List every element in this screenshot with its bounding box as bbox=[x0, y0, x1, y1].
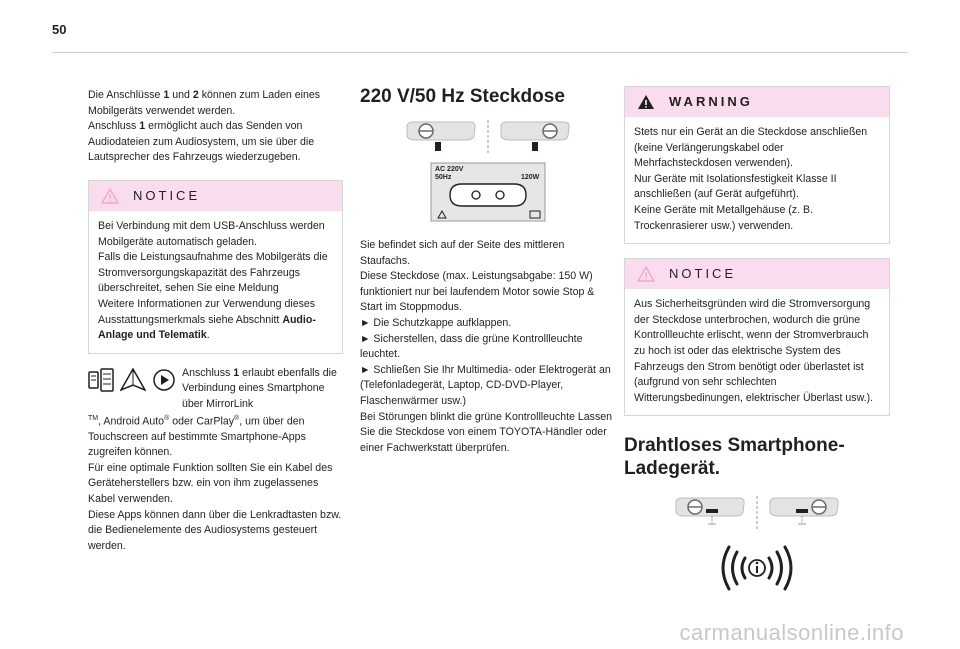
page-number: 50 bbox=[52, 22, 67, 37]
wireless-charging-illustration bbox=[624, 544, 890, 592]
header-rule bbox=[52, 52, 908, 53]
notice-header bbox=[89, 181, 342, 211]
step-check-light: ► Sicherstellen, dass die grüne Kontrollleuchte leuchtet. bbox=[360, 332, 583, 361]
socket-power-text: Diese Steckdose (max. Leistungsabgabe: 150 W) funktioniert nur bei laufendem Motor sowie Stop & Start im Stoppmodus. bbox=[360, 270, 595, 314]
notice-triangle-icon bbox=[637, 266, 655, 282]
socket-hz-label: 50Hz bbox=[434, 174, 451, 181]
right-hand-drive-icon bbox=[498, 120, 572, 154]
mirroring-text-cont: ™, Android Auto® oder CarPlay®, um über den Touchscreen auf bestimmte Smartphone-Apps zugreifen können. bbox=[88, 414, 306, 459]
notice-triangle-icon bbox=[101, 188, 119, 204]
socket-illustration bbox=[360, 162, 615, 222]
wireless-charger-title: Drahtloses Smartphone-Ladegerät. bbox=[624, 435, 845, 480]
column-middle bbox=[360, 84, 615, 456]
carplay-icon bbox=[152, 368, 176, 392]
warning-line-1: Stets nur ein Gerät an die Steckdose anschließen (keine Verlängerungskabel oder Mehrfachsteckdosen verwenden). bbox=[634, 126, 868, 170]
watermark: carmanualsonline.info bbox=[679, 620, 904, 645]
socket-watt-label: 120W bbox=[520, 174, 539, 181]
socket-fault-text: Bei Störungen blinkt die grüne Kontrollleuchte Lassen Sie die Steckdose von einem TOYOTA-Händler oder einer Fachwerkstatt überprüfen. bbox=[360, 410, 613, 454]
wireless-charging-icon bbox=[709, 544, 805, 592]
step-connect-device: ► Schließen Sie Ihr Multimedia- oder Elektrogerät an (Telefonladegerät, Laptop, CD-DVD-Player, Flaschenwärmer usw.) bbox=[360, 363, 611, 407]
notice-line-3: Weitere Informationen zur Verwendung dieses Ausstattungsmerkmals siehe Abschnitt Audio-Anlage und Telematik. bbox=[98, 297, 316, 342]
notice-line-1: Bei Verbindung mit dem USB-Anschluss werden Mobilgeräte automatisch geladen. bbox=[98, 219, 325, 248]
socket-ac-label: AC 220V bbox=[434, 166, 463, 173]
column-right bbox=[624, 84, 890, 592]
notice-header-right bbox=[625, 259, 889, 289]
notice-label-right: NOTICE bbox=[669, 266, 737, 282]
warning-box bbox=[624, 86, 890, 244]
section-reference: Audio-Anlage und Telematik bbox=[98, 313, 316, 342]
mirroring-icons bbox=[88, 368, 176, 392]
notice-socket-text: Aus Sicherheitsgründen wird die Stromversorgung der Steckdose unterbrochen, wodurch die grüne Kontrollleuchte erlischt, wenn der Stromverbrauch zu hoch ist oder das elektrische System des Fahrzeugs den Strom benötigt oder überlastet ist (aufgrund von sehr schlechten Witterungsbedinungen, elektrischer Überlast usw.). bbox=[634, 298, 874, 404]
android-auto-icon bbox=[120, 368, 146, 392]
notice-label: NOTICE bbox=[133, 188, 201, 204]
socket-location-text: Sie befindet sich auf der Seite des mittleren Staufachs. bbox=[360, 239, 565, 267]
charger-location-diagram bbox=[624, 496, 890, 530]
notice-box-usb bbox=[88, 180, 343, 354]
warning-line-2: Nur Geräte mit Isolationsfestigkeit Klasse II anschließen (auf Gerät aufgeführt). bbox=[634, 172, 837, 201]
apps-control-text: Diese Apps können dann über die Lenkradtasten bzw. die Bedienelemente des Audiosystems gesteuert werden. bbox=[88, 508, 342, 552]
warning-label: WARNING bbox=[669, 94, 753, 110]
intro-paragraph-2: Anschluss 1 ermöglicht auch das Senden von Audiodateien zum Audiosystem, um sie über die Lautsprecher des Fahrzeugs wiederzugeben. bbox=[88, 120, 315, 164]
notice-line-2: Falls die Leistungsaufnahme des Mobilgeräts die Stromversorgungskapazität des Fahrzeugs überschreitet, sehen Sie eine Meldung bbox=[98, 251, 328, 295]
divider-dashed-icon bbox=[755, 496, 759, 530]
power-socket-icon bbox=[430, 162, 546, 222]
warning-triangle-icon bbox=[637, 94, 655, 110]
left-hand-drive-charger-icon bbox=[673, 496, 747, 530]
mirroring-text-start: Anschluss 1 erlaubt ebenfalls die Verbindung eines Smartphone über MirrorLink bbox=[182, 366, 337, 410]
socket-title: 220 V/50 Hz Steckdose bbox=[360, 86, 565, 107]
cable-recommendation: Für eine optimale Funktion sollten Sie ein Kabel des Geräteherstellers bzw. ein von ihm zugelassenes Kabel verwenden. bbox=[88, 461, 333, 505]
mirrorlink-icon bbox=[88, 368, 114, 392]
warning-header bbox=[625, 87, 889, 117]
mirroring-section bbox=[88, 368, 343, 413]
step-open-cap: ► Die Schutzkappe aufklappen. bbox=[360, 316, 512, 329]
left-hand-drive-icon bbox=[404, 120, 478, 154]
right-hand-drive-charger-icon bbox=[767, 496, 841, 530]
vehicle-location-diagram bbox=[360, 120, 615, 154]
notice-box-socket bbox=[624, 258, 890, 416]
divider-dashed-icon bbox=[486, 120, 490, 154]
column-left bbox=[88, 88, 343, 554]
warning-line-3: Keine Geräte mit Metallgehäuse (z. B. Trockenrasierer usw.) verwenden. bbox=[634, 203, 814, 232]
intro-paragraph-1: Die Anschlüsse 1 und 2 können zum Laden eines Mobilgeräts verwendet werden. bbox=[88, 89, 321, 117]
